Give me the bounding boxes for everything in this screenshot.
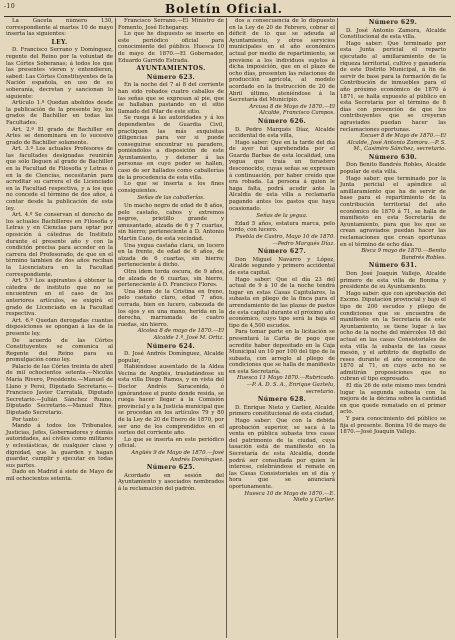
signature-line: Alcolea 8 de mayo de 1870.—El Alcalde 1.º, José M. Ortiz. — [137, 328, 224, 341]
section-heading: Número 631. — [368, 262, 418, 270]
paragraph: Se ruega á las autoridades y á los dependientes de Guardia Civil, practiquen las más exquisitas diligencias para ver si puede conseguirse encontrar su paradero, poniéndolos a disposición de este Ayuntamiento, y detener á las personas en cuyo poder se hallen, caso de ser hallados como caballerías de la procedencia de esta villa. — [118, 115, 224, 181]
paragraph: Art. 3.º Los actuales Profesores de las facultades designadas reunirán que sólo lleguen al grado de Bachiller en la Facultad de Filosofía y Letras ó en la de Ciencias, necesitarán para acreditar su carrera el de Licenciado en la Facultad respectiva, y a los que no concede el término de dos años, á contar desde la publicación de esta ley. — [6, 146, 113, 212]
paragraph: Lo que se inserta a los fines consiguientes. — [118, 181, 224, 194]
page-number: -10 — [4, 3, 16, 10]
paragraph: D. Pedro Marqués Díaz, Alcalde accidental de esta villa, — [229, 126, 335, 140]
subheading: Señas de las caballerías. — [137, 195, 205, 202]
paragraph: Una idem de la Cristina en freno, pelo castaño claro, edad 7 años, cerrada, bien en lucero, cabezada de los ojos y en una mano, herida en la derecha, marramada de cuatro ruedas, sin hierro. — [118, 288, 224, 328]
paragraph: Hago saber: Que el día 23 del actual de 9 á 10 de la noche tendrá lugar en estas Casas Capitulares, la subasta en pliego de la finca para el arrendamiento de las plazas de pastos de esta capital durante el próximo año económico, cuyo tipo será la baja el tipo de 4,500 escudos. — [229, 276, 335, 329]
column-3 — [226, 18, 337, 638]
paragraph: D. Enrique Nieto y Carlier, Alcalde primero constitucional de esta ciudad, — [229, 404, 335, 418]
section-heading: Número 627. — [257, 248, 307, 256]
masthead — [4, 3, 451, 17]
column-container — [4, 18, 451, 638]
title-word-1: Boletín — [165, 2, 222, 16]
paragraph: Para tomar parte en la licitación se presentará la Carta de pago que acredite haber depositado en la Caja Municipal un 10 por 100 del tipo de la subasta, con arreglo al pliego de condiciones que se halla de manifiesto en esta Secretaría. — [229, 329, 335, 375]
paragraph: Dado en Madrid á siete de Mayo de mil ochocientos setenta. — [6, 469, 113, 482]
paragraph: Lo que he dispuesto se inserte en este periódico oficial para conocimiento del público. Huesca 10 de mayo de 1870.—El Gobernador, Eduardo Garrido Estrada. — [118, 31, 224, 64]
paragraph: Edad 5 años, estatura marca, pelo tordo, con lucero. — [229, 220, 335, 234]
signature-line: Arcusa 8 de Mayo de 1870.—El Alcalde, Francisco Campos. — [249, 103, 335, 117]
paragraph: Un macho negro de edad de 8 años, pelo castaño, cabos y extremos negros, prietillo grande y amusantado, alzada de 6 y 7 cuartas, sin hierro; perteneciente á D. Antonio Martín Cano, de esta vecindad. — [118, 203, 224, 242]
paragraph: Art. 4.º Se conservan el derecho de los actuales Bachilleres en Filosofía y Letras y en Ciencias para optar por oposición á cátedras de Instituto durante el presente año y con la condición precisa para acceder en la carrera del Profesorado, de que en el término tambien de dos años reciban la Licenciatura en la Facultad correspondiente. — [6, 212, 113, 278]
paragraph: Art. 2.º El grado de Bachiller en Artes se denominará en lo sucesivo grado de Bachiller solamente. — [6, 126, 113, 146]
paragraph: D. Francisco Serrano y Domínguez, regente del Reino por la voluntad de las Córtes Soberanas; á todos los que las presentes vieren y entendieren, sabed: Las Córtes Constituyentes de la Nación española, en uso de su soberanía, decretan y sancionan lo siguiente: — [6, 47, 113, 100]
paragraph: Palacio de las Córtes treinta de abril de mil ochocientos setenta.—Nicolás María Rivero, Presidente.—Manuel de Llano y Persi, Diputado Secretario.—Francisco Javier Carratalá, Diputado Secretario.—Julián Sánchez Ruano, Diputado Secretario.—Manuel Rius, Diputado Secretario. — [6, 363, 113, 417]
signature-line: Puebla de Castro, Mayo 10 de 1870.—Pedro Marqués Díaz. — [235, 234, 335, 247]
paragraph: El día 26 de este mismo mes tendrá lugar la segunda subasta con la mejora de la décima sobre la cantidad en que quede rematado en el primer acto. — [340, 383, 446, 416]
paragraph: Don Benito Bandrés Robles, Alcalde popular de esta villa. — [340, 162, 446, 176]
paragraph: dos a consecuencia de lo dispuesto en la Ley de 20 de Febrero, cobrar el déficit de lo que se adeuda al Ayuntamiento, y otros servicios municipales en el año económico actual por medio de repartimiento, se previene a los individuos sujetos á dicha imposición, que en el plazo de ocho días, presenten las relaciones de producción agrícola, al modelo acordado en la Instrucción de 20 de Abril último, ateniéndose á la Secretaría del Municipio. — [229, 18, 335, 104]
paragraph: Mando á todos los Tribunales, Justicias, Jefes, Gobernadores y demás autoridades, así civiles como militares y eclesiásticas, de cualquier clase y dignidad, que la guarden y hagan guardar, cumplir y ejecutar en todas sus partes. — [6, 423, 113, 469]
signature-line: Huesca 11 Mayo 1870.—Rubricado.—P. A. D. S. A., Enrique Gaztelu, secretario. — [236, 375, 335, 395]
paragraph: Hago saber: que terminado por la Junta pericial el apéndice al amillaramiento que ha de servir de base para el repartimiento de la contribución territorial del año económico de 1870 á 71, se halla de manifiesto en esta Secretaría de Ayuntamiento, para que los que se crean agraviados puedan hacer las reclamaciones que crean oportunas en el término de ocho días. — [340, 175, 446, 248]
paragraph: Habiéndose ausentado de la Aldea Vecina de Angüés, trasladándose su esta villa Diego Ramos, y en vista del Doctor Andrés Saracenida, ó ignórandose el punto donde resida, se ruega hacer llegar á la Comisión provincial y a la Justicia municipal que se procedan en los artículos 79 y 80 de la Ley de 20 de Enero de 1870, por ser uno de los comprendidos en el sorteo del corriente año. — [118, 364, 224, 437]
paragraph: Una yegua castaña clara, un lucero en la frente, de edad de 6 años, de alzada de 6 cuartas, sin hierro; perteneciente á dicho. — [118, 242, 224, 269]
paragraph: Hago saber: Que en la tarde del día de ayer fué aprehendida por el Guarda Barbas de esta localidad, una yegua que traía un forastero desconocido, cuyas señas se expresan á continuación, por haber creído que era robada. La persona á quien le haga falta, podrá acudir ante la Alcaldía de esta villa a reclamarla pagando antes los gastos que haya ocasionado. — [229, 139, 335, 212]
section-heading: Número 623. — [146, 73, 196, 81]
paragraph: Art. 6.º Quedan derogadas cuantas disposiciones se opongan á las de la presente ley. — [6, 317, 113, 337]
signature-line: Huesca 10 de Mayo de 1870.—E. Nieto y Carlier. — [244, 490, 335, 504]
section-heading: Número 630. — [368, 153, 418, 161]
signature-line: Angüés 9 de Mayo de 1870.—José Andrés Domínguez. — [131, 450, 224, 463]
paragraph: Por tanto: — [12, 416, 40, 423]
section-heading: AYUNTAMIENTOS. — [136, 65, 206, 73]
section-heading: LEY. — [51, 38, 68, 46]
section-heading: Número 629. — [368, 19, 418, 26]
paragraph: Francisco Serrano.—El Ministro de Fomento, José Echegaray. — [118, 18, 224, 31]
title-word-2: Oficial. — [226, 2, 283, 16]
paragraph: Acordado en sesión del Ayuntamiento y asociados nombrados á la reclamación del padrón. — [118, 472, 224, 492]
column-4 — [337, 18, 448, 638]
publication-title — [154, 2, 294, 16]
paragraph: Art. 5.º Los aspirantes á obtener la cátedra de instituto que no se encuentren en el caso de los anteriores artículos, se exigirá el grado de Licenciado en la Facultad respectiva. — [6, 278, 113, 318]
paragraph: Otra idem torda oscura, de 9 años, de alzada de 6 cuartas, sin hierro, perteneciente á D. Francisco Flores. — [118, 268, 224, 289]
section-heading: Número 625. — [146, 464, 196, 472]
signature-line: Escuer 8 de Mayo de 1870.—El Alcalde, José Antonio Zamora.—P. S. M., Casimiro Sánchez, secretario. — [346, 133, 446, 153]
paragraph: En la noche del 7 al 8 del corriente han sido robados cuatro caballos de las señas que se expresan al pie, que se hallaban pastando en el sitio llamado del Pilar de este sitio. — [118, 82, 224, 115]
paragraph: De acuerdo de las Córtes Constituyentes se comunica al Regente del Reino para su promulgación como ley. — [6, 337, 113, 364]
column-2 — [115, 18, 226, 638]
paragraph: Hago saber: Que terminado por esta Junta pericial el reparto ejecutado al amillaramiento de la riqueza territorial, cultivo y ganadería de este Distrito Municipal, á fin de servir de base para la formación de la Contribución de inmuebles para el año próximo económico de 1870 á 1871, se halla expuesto al público en esta Secretaría por el término de 8 días con prevención de que los contribuyentes que se creyeran agraviados puedan hacer las reclamaciones oportunas. — [340, 40, 446, 133]
paragraph: Hago saber: que con aprobación del Excmo. Diputación provincial y bajo el tipo de 200 escudos y pliego de condiciones que se encuentra de manifiesto en la Secretaría de este Ayuntamiento, se tiene lugar á las ocho de la noche del miércoles 18 del actual en las casas Consistoriales de esta villa la subasta de las casas mesón, y el arbitrio de degüello de reses durante el año económico de 1870 al 71, en cuyo acto no se admitirán proposiciones que no cubran el tipo expresado. — [340, 290, 446, 383]
subheading: Señas de la yegua. — [256, 213, 308, 220]
section-heading: Número 628. — [257, 396, 307, 404]
paragraph: D. José Antonio Zamora, Alcalde Constitucional de esta villa. — [340, 27, 446, 41]
section-heading: Número 626. — [257, 117, 307, 125]
section-heading: Número 624. — [146, 342, 196, 350]
paragraph: Don José Joaquín Vallejo, Alcalde primero de esta villa de Bonina y presidente de su Ayuntamiento. — [340, 270, 446, 291]
paragraph: Y para conocimiento del público se fija el presente. Bonina 10 de mayo de 1870.—José Joaquín Vallejo. — [340, 416, 446, 436]
column-1 — [4, 18, 115, 638]
paragraph: Artículo 1.º Quedan abolidos desde la publicación de la presente ley, los grados de Bachiller en todas las Facultades. — [6, 100, 113, 126]
paragraph: Hago saber: Que con la debida aprobación superior, se saca á la venta en pública subasta tres casas del patrimonio de la ciudad, cuya tasación está de manifiesto en la Secretaría de esta Alcaldía, donde podrá ser consultada por quien le interese, celebrándose el remate en las Casas Consistoriales en el día y hora que se anunciará oportunamente. — [229, 418, 335, 490]
paragraph: D. José Andrés Domínguez, Alcalde popular, — [118, 351, 224, 364]
signature-line: Bisca 9 mayo de 1870.—Benito Bandrés Robles. — [361, 248, 446, 261]
paragraph: Lo que se inserta en este periódico oficial. — [118, 436, 224, 450]
paragraph: Don Miguel Navarro y López, Alcalde segundo y primero accidental de esta capital. — [229, 256, 335, 276]
paragraph: La Gaceta número 130, correspondiente al martes 10 de mayo inserta las siguientes: — [6, 18, 113, 38]
